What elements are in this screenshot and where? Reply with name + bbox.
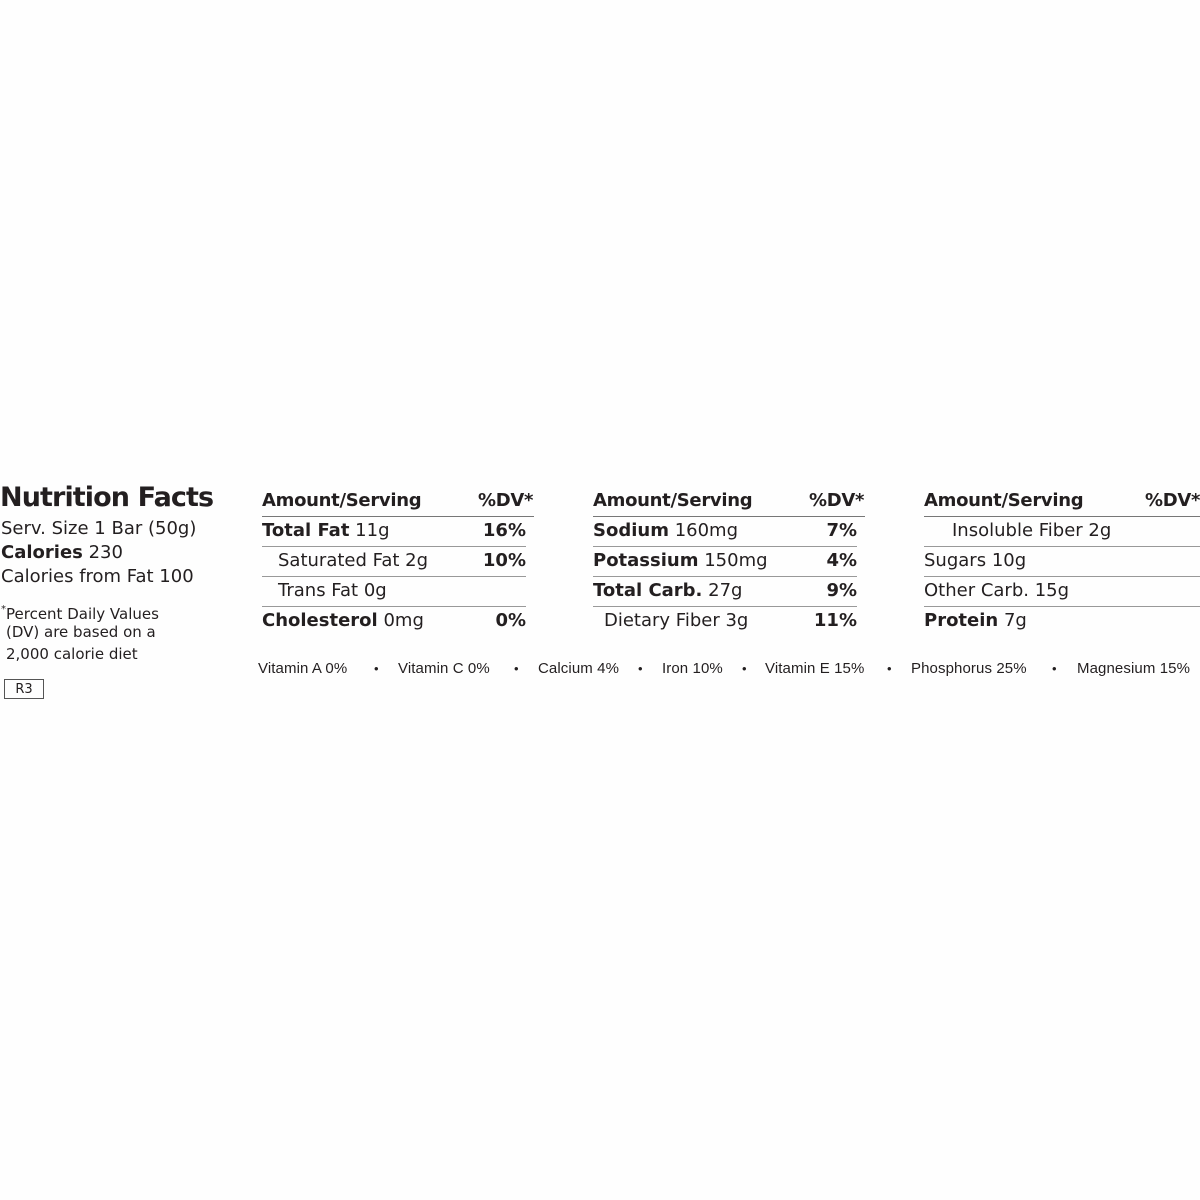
nutrient-name: Sugars <box>924 550 987 571</box>
nutrient-amount: 10g <box>991 550 1027 571</box>
nutrient-row <box>924 577 1200 607</box>
nutrient-amount: 11g <box>355 520 390 541</box>
vitamin-item: Iron 10% <box>662 660 723 677</box>
nutrient-name: Potassium <box>593 550 699 571</box>
nutrient-name: Saturated Fat <box>278 550 400 571</box>
nutrient-name: Trans Fat <box>278 580 359 601</box>
nutrient-amount: 27g <box>708 580 743 601</box>
nutrient-label <box>278 549 428 573</box>
vitamin-item: Magnesium 15% <box>1077 660 1191 677</box>
nutrient-amount: 15g <box>1034 580 1070 601</box>
nutrient-label <box>604 609 748 633</box>
separator-dot: • <box>638 661 643 676</box>
nutrient-dv: 0% <box>495 610 526 631</box>
nutrient-label <box>952 519 1111 543</box>
nutrient-dv: 11% <box>813 610 857 631</box>
nutrient-row <box>262 517 526 547</box>
col3-header-dv: %DV* <box>1145 490 1200 511</box>
nutrient-amount: 150mg <box>704 550 768 571</box>
col3-header-amount: Amount/Serving <box>924 490 1084 511</box>
nutrient-amount: 160mg <box>674 520 739 541</box>
nutrient-dv: 10% <box>482 550 526 571</box>
footnote-line-1: Percent Daily Values <box>6 605 159 623</box>
nutrient-name: Other Carb. <box>924 580 1029 601</box>
nutrient-row <box>262 547 526 577</box>
footnote-line-2: (DV) are based on a <box>6 623 156 641</box>
nutrient-row <box>262 607 526 637</box>
vitamin-item: Calcium 4% <box>538 660 620 677</box>
nutrient-row <box>593 577 857 607</box>
vitamin-item: Phosphorus 25% <box>911 660 1027 677</box>
col2-header-dv: %DV* <box>809 490 865 511</box>
vitamin-item: Vitamin C 0% <box>398 660 490 677</box>
nutrient-amount: 2g <box>405 550 429 571</box>
nutrient-label <box>924 579 1069 603</box>
nutrient-name: Total Fat <box>262 520 350 541</box>
nutrient-label <box>262 609 424 633</box>
nutrient-label <box>924 549 1026 573</box>
nutrient-dv: 7% <box>826 520 857 541</box>
nutrient-row <box>924 547 1200 577</box>
nutrient-row <box>924 607 1200 637</box>
separator-dot: • <box>742 661 747 676</box>
footnote-line-3: 2,000 calorie diet <box>6 645 138 663</box>
nutrient-amount: 3g <box>725 610 749 631</box>
nutrient-name: Protein <box>924 610 999 631</box>
nutrient-name: Sodium <box>593 520 669 541</box>
nutrient-row <box>593 547 857 577</box>
nutrient-dv: 16% <box>482 520 526 541</box>
nutrient-label <box>278 579 387 603</box>
serving-size <box>1 517 196 541</box>
product-code-box: R3 <box>4 679 44 699</box>
vitamin-item: Vitamin E 15% <box>765 660 865 677</box>
footnote-asterisk: * <box>1 604 6 615</box>
nutrient-label <box>924 609 1027 633</box>
nutrient-amount: 2g <box>1088 520 1112 541</box>
serving-size-value: 1 Bar (50g) <box>94 518 197 539</box>
nutrition-facts-title: Nutrition Facts <box>0 482 214 513</box>
separator-dot: • <box>514 661 519 676</box>
nutrient-amount: 0g <box>363 580 387 601</box>
serving-size-label: Serv. Size <box>1 518 89 539</box>
nutrient-name: Total Carb. <box>593 580 703 601</box>
nutrient-amount: 0mg <box>383 610 424 631</box>
nutrient-label <box>593 579 742 603</box>
nutrient-amount: 7g <box>1003 610 1027 631</box>
calories <box>1 541 123 565</box>
separator-dot: • <box>374 661 379 676</box>
nutrient-dv: 4% <box>826 550 857 571</box>
nutrient-row <box>924 517 1200 547</box>
nutrient-label <box>593 549 768 573</box>
col1-header-amount: Amount/Serving <box>262 490 422 511</box>
nutrient-name: Dietary Fiber <box>604 610 720 631</box>
col1-header-dv: %DV* <box>478 490 534 511</box>
calories-label: Calories <box>1 542 83 563</box>
calories-value: 230 <box>88 542 123 563</box>
calories-from-fat: Calories from Fat 100 <box>1 566 194 587</box>
nutrient-label <box>593 519 738 543</box>
nutrient-name: Cholesterol <box>262 610 378 631</box>
col2-header-amount: Amount/Serving <box>593 490 753 511</box>
nutrient-name: Insoluble Fiber <box>952 520 1083 541</box>
nutrient-row <box>262 577 526 607</box>
nutrient-row <box>593 517 857 547</box>
nutrient-label <box>262 519 390 543</box>
separator-dot: • <box>887 661 892 676</box>
nutrient-dv: 9% <box>826 580 857 601</box>
nutrient-row <box>593 607 857 637</box>
vitamin-item: Vitamin A 0% <box>258 660 348 677</box>
separator-dot: • <box>1052 661 1057 676</box>
